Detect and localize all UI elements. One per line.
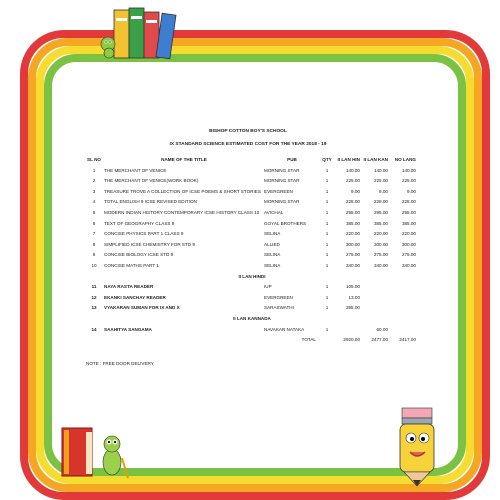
table-row bbox=[86, 250, 418, 261]
section-row-kannada bbox=[86, 314, 418, 325]
cell-title: NAYA RASTA READER bbox=[104, 284, 154, 290]
table-row bbox=[86, 261, 418, 272]
books-illustration bbox=[98, 4, 188, 62]
cell-hindi: 228.00 bbox=[345, 199, 360, 205]
cell-qty: 1 bbox=[325, 326, 329, 332]
cell-pub: AVICHAL bbox=[264, 209, 284, 215]
cell-hindi: 13.00 bbox=[348, 294, 360, 300]
cell-hindi: 275.00 bbox=[345, 252, 360, 258]
cell-qty: 1 bbox=[325, 241, 329, 247]
cell-title: TREASURE TROVE A COLLECTION OF ICSE POEMS & SHORT STORIES bbox=[104, 188, 261, 194]
cell-sl: 13 bbox=[91, 305, 97, 311]
cell-sl: 9 bbox=[92, 252, 96, 258]
cell-qty: 1 bbox=[325, 231, 329, 237]
cell-pub: EVERGREEN bbox=[264, 188, 293, 194]
cell-title: THE MERCHANT OF VENICE(WORK BOOK) bbox=[104, 178, 199, 184]
cell-kannada bbox=[362, 282, 390, 293]
cell-sl: 7 bbox=[92, 231, 96, 237]
cell-title: SAAHITYA SANGAMA bbox=[104, 326, 152, 332]
cell-no-lang: 225.00 bbox=[401, 178, 416, 184]
cell-no-lang bbox=[390, 325, 418, 336]
table-row bbox=[86, 293, 418, 304]
cell-sl: 8 bbox=[92, 241, 96, 247]
total-no-lang: 2417.00 bbox=[399, 337, 416, 343]
cell-pub: IUP bbox=[264, 284, 272, 290]
cell-title: EKANKI SANCHAY READER bbox=[104, 294, 166, 300]
cell-pub: MORNING STAR bbox=[264, 178, 300, 184]
cell-empty bbox=[86, 335, 102, 346]
cell-kannada: 220.00 bbox=[373, 231, 388, 237]
cell-kannada bbox=[362, 293, 390, 304]
cell-pub: GOYAL BROTHERS bbox=[264, 220, 307, 226]
cell-title: THE MERCHANT OF VENICE bbox=[104, 167, 167, 173]
cell-sl: 11 bbox=[91, 284, 97, 290]
cell-no-lang: 140.00 bbox=[401, 167, 416, 173]
cell-hindi: 105.00 bbox=[345, 284, 360, 290]
cell-title: MODERN INDIAN HISTORY CONTEMPORARY ICSE HISTORY CLASS 10 bbox=[104, 209, 260, 215]
table-row bbox=[86, 282, 418, 293]
table-row bbox=[86, 187, 418, 198]
cell-kannada: 225.00 bbox=[373, 178, 388, 184]
cell-qty: 1 bbox=[325, 252, 329, 258]
cell-sl: 14 bbox=[91, 326, 97, 332]
cell-no-lang: 228.00 bbox=[401, 199, 416, 205]
cell-hindi: 300.00 bbox=[345, 241, 360, 247]
table-row bbox=[86, 229, 418, 240]
cell-hindi: 9.00 bbox=[351, 188, 360, 194]
total-hindi: 2920.00 bbox=[343, 337, 360, 343]
cell-sl: 3 bbox=[92, 188, 96, 194]
table-row bbox=[86, 219, 418, 230]
cell-hindi: 340.00 bbox=[345, 262, 360, 268]
red-book-caterpillar-illustration bbox=[56, 418, 136, 484]
cell-title: CONCISE PHYSICS PART 1 CLASS 9 bbox=[104, 231, 184, 237]
document-subtitle: IX STANDARD SCIENCE ESTIMATED COST FOR THE YEAR 2018 - 19 bbox=[169, 142, 327, 147]
cell-no-lang: 385.00 bbox=[401, 220, 416, 226]
cell-kannada: 140.00 bbox=[373, 167, 388, 173]
cell-sl: 5 bbox=[92, 209, 96, 215]
cell-hindi bbox=[334, 325, 362, 336]
section-label-hindi: II LAN HINDI bbox=[238, 273, 266, 279]
cell-title: TOTAL ENGLISH 9 ICSE REVISED EDITION bbox=[104, 199, 197, 205]
cell-kannada bbox=[362, 303, 390, 314]
cell-kannada: 340.00 bbox=[373, 262, 388, 268]
pencil-character-illustration bbox=[388, 404, 448, 488]
col-header-sl: SL NO bbox=[87, 157, 101, 162]
cell-kannada: 295.00 bbox=[373, 209, 388, 215]
table-row bbox=[86, 166, 418, 177]
table-row bbox=[86, 240, 418, 251]
cell-qty: 1 bbox=[325, 167, 329, 173]
cell-hindi: 395.00 bbox=[345, 305, 360, 311]
cell-pub: SARASWATHI bbox=[264, 305, 294, 311]
cell-no-lang: 300.00 bbox=[401, 241, 416, 247]
cell-pub: NAVAKAR NATAKA bbox=[264, 326, 305, 332]
cell-qty: 1 bbox=[325, 188, 329, 194]
cell-no-lang: 340.00 bbox=[401, 262, 416, 268]
col-header-pub: PUB bbox=[287, 157, 297, 162]
cell-sl: 10 bbox=[91, 262, 97, 268]
cell-sl: 1 bbox=[92, 167, 96, 173]
cell-sl: 4 bbox=[92, 199, 96, 205]
cell-no-lang: 295.00 bbox=[401, 209, 416, 215]
cell-hindi: 225.00 bbox=[345, 178, 360, 184]
cell-hindi: 140.00 bbox=[345, 167, 360, 173]
cell-kannada: 60.00 bbox=[376, 326, 388, 332]
section-row-hindi bbox=[86, 272, 418, 283]
delivery-note: NOTE : FREE DOOR DELIVERY bbox=[86, 361, 154, 366]
cell-pub: SELINA bbox=[264, 252, 281, 258]
table-row bbox=[86, 197, 418, 208]
total-label: TOTAL bbox=[301, 337, 316, 343]
cell-pub: ALLIED bbox=[264, 241, 280, 247]
cell-title: CONCISE BIOLOGY ICSE STD 9 bbox=[104, 252, 174, 258]
cell-pub: MORNING STAR bbox=[264, 199, 300, 205]
cell-qty: 1 bbox=[325, 262, 329, 268]
section-label-kannada: II LAN KANNADA bbox=[233, 315, 271, 321]
table-row bbox=[86, 208, 418, 219]
cell-qty: 1 bbox=[325, 305, 329, 311]
cell-hindi: 220.00 bbox=[345, 231, 360, 237]
cell-hindi: 385.00 bbox=[345, 220, 360, 226]
school-name: BISHOP COTTON BOY'S SCHOOL bbox=[209, 129, 287, 134]
col-header-name: NAME OF THE TITLE bbox=[161, 157, 207, 162]
cell-qty: 1 bbox=[325, 199, 329, 205]
cell-pub: MORNING STAR bbox=[264, 167, 300, 173]
col-header-no-lang: NO LANG bbox=[394, 157, 416, 162]
cell-no-lang: 9.00 bbox=[407, 188, 416, 194]
cell-pub: SELINA bbox=[264, 231, 281, 237]
cell-title: CONCISE MATHS PART 1 bbox=[104, 262, 159, 268]
cell-kannada: 300.00 bbox=[373, 241, 388, 247]
cell-no-lang bbox=[390, 293, 418, 304]
cell-sl: 2 bbox=[92, 178, 96, 184]
cell-no-lang: 220.00 bbox=[401, 231, 416, 237]
table-row bbox=[86, 176, 418, 187]
cell-kannada: 9.00 bbox=[379, 188, 388, 194]
cell-title: SIMPLIFIED ICSE CHEMISTRY FOR STD 9 bbox=[104, 241, 195, 247]
cell-no-lang bbox=[390, 303, 418, 314]
cell-empty bbox=[320, 335, 334, 346]
cell-qty: 1 bbox=[325, 178, 329, 184]
table-row bbox=[86, 325, 418, 336]
cell-qty: 1 bbox=[325, 220, 329, 226]
cell-pub: SELINA bbox=[264, 262, 281, 268]
cell-qty: 1 bbox=[325, 294, 329, 300]
cell-empty bbox=[102, 335, 264, 346]
cell-kannada: 385.00 bbox=[373, 220, 388, 226]
table-header-row bbox=[86, 155, 418, 166]
total-row bbox=[86, 335, 418, 346]
cell-no-lang: 275.00 bbox=[401, 252, 416, 258]
cell-sl: 6 bbox=[92, 220, 96, 226]
cell-sl: 12 bbox=[91, 294, 97, 300]
col-header-kannada: II LAN KAN bbox=[363, 157, 388, 162]
cell-qty: 1 bbox=[325, 284, 329, 290]
cell-no-lang bbox=[390, 282, 418, 293]
cell-title: VYAKARAN SUMAN FOR IX AND X bbox=[104, 305, 180, 311]
col-header-hindi: II LAN HIN bbox=[337, 157, 360, 162]
cell-qty: 1 bbox=[325, 209, 329, 215]
cell-hindi: 295.00 bbox=[345, 209, 360, 215]
cell-pub: EVERGREEN bbox=[264, 294, 293, 300]
cell-title: TEXT OF GEOGRAPHY CLASS 9 bbox=[104, 220, 175, 226]
cell-kannada: 275.00 bbox=[373, 252, 388, 258]
book-cost-table bbox=[86, 155, 418, 346]
total-kannada: 2477.00 bbox=[371, 337, 388, 343]
table-row bbox=[86, 303, 418, 314]
cell-kannada: 228.00 bbox=[373, 199, 388, 205]
col-header-qty: QTY bbox=[322, 157, 332, 162]
